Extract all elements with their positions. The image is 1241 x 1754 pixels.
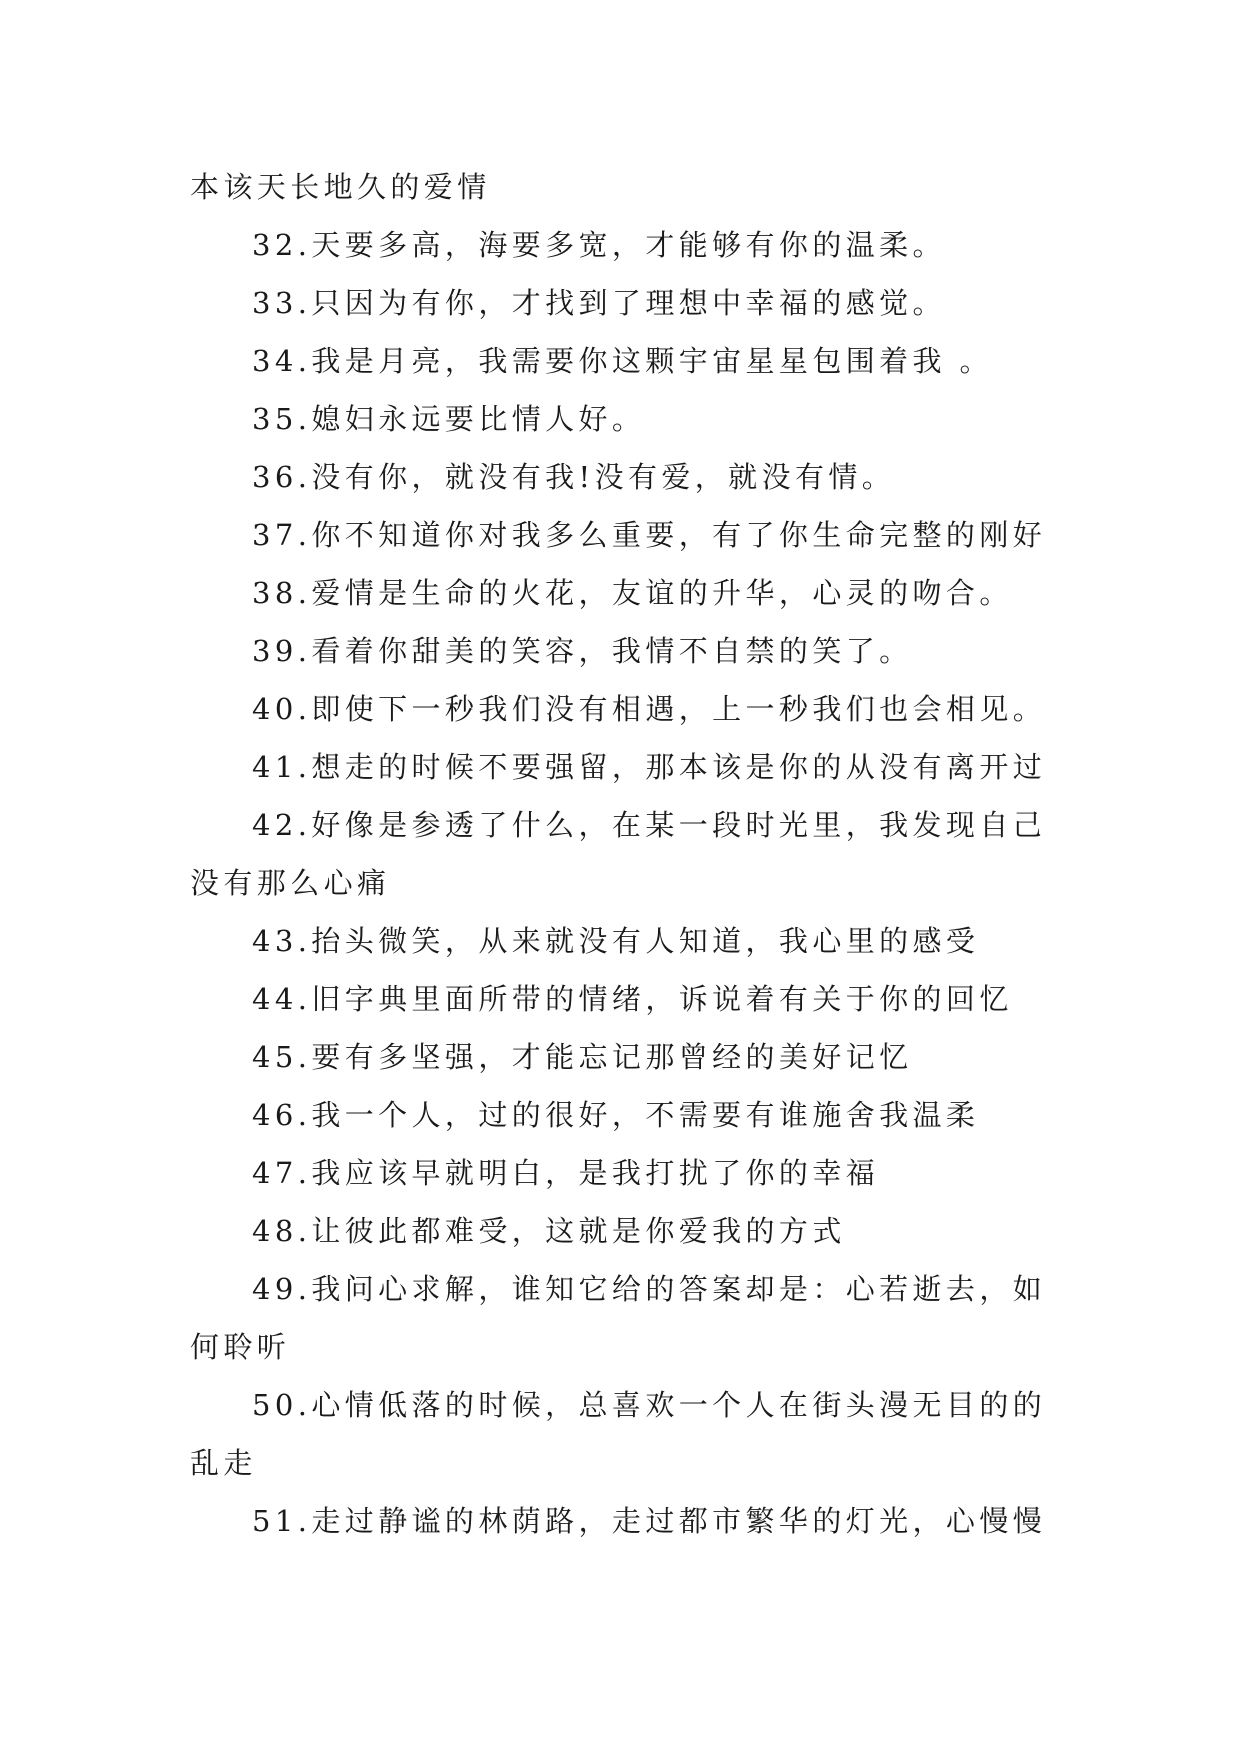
paragraph-line: 33.只因为有你，才找到了理想中幸福的感觉。 — [252, 286, 946, 320]
paragraph-line: 41.想走的时候不要强留，那本该是你的从没有离开过 — [252, 750, 1047, 784]
paragraph-line: 45.要有多坚强，才能忘记那曾经的美好记忆 — [252, 1040, 913, 1074]
paragraph-line: 50.心情低落的时候，总喜欢一个人在街头漫无目的的 — [252, 1388, 1047, 1422]
paragraph-line: 38.爱情是生命的火花，友谊的升华，心灵的吻合。 — [252, 576, 1013, 610]
document-body — [190, 158, 1058, 1550]
paragraph-continuation-line: 没有那么心痛 — [190, 866, 391, 900]
paragraph-line: 37.你不知道你对我多么重要，有了你生命完整的刚好 — [252, 518, 1047, 552]
paragraph-line: 34.我是月亮，我需要你这颗宇宙星星包围着我 。 — [252, 344, 993, 378]
paragraph-line: 47.我应该早就明白，是我打扰了你的幸福 — [252, 1156, 880, 1190]
paragraph-continuation-line: 何聆听 — [190, 1330, 291, 1364]
paragraph-line: 40.即使下一秒我们没有相遇，上一秒我们也会相见。 — [252, 692, 1047, 726]
paragraph-continuation-line: 乱走 — [190, 1446, 257, 1480]
paragraph-line: 44.旧字典里面所带的情绪，诉说着有关于你的回忆 — [252, 982, 1013, 1016]
paragraph-line: 36.没有你，就没有我!没有爱，就没有情。 — [252, 460, 896, 494]
paragraph-line: 49.我问心求解，谁知它给的答案却是：心若逝去，如 — [252, 1272, 1047, 1306]
paragraph-line: 48.让彼此都难受，这就是你爱我的方式 — [252, 1214, 846, 1248]
paragraph-line: 42.好像是参透了什么，在某一段时光里，我发现自己 — [252, 808, 1047, 842]
paragraph-continuation-line: 本该天长地久的爱情 — [190, 170, 491, 204]
paragraph-line: 46.我一个人，过的很好，不需要有谁施舍我温柔 — [252, 1098, 980, 1132]
paragraph-line: 32.天要多高，海要多宽，才能够有你的温柔。 — [252, 228, 946, 262]
paragraph-line: 43.抬头微笑，从来就没有人知道，我心里的感受 — [252, 924, 980, 958]
paragraph-line: 39.看着你甜美的笑容，我情不自禁的笑了。 — [252, 634, 913, 668]
paragraph-line: 51.走过静谧的林荫路，走过都市繁华的灯光，心慢慢 — [252, 1504, 1047, 1538]
paragraph-line: 35.媳妇永远要比情人好。 — [252, 402, 646, 436]
